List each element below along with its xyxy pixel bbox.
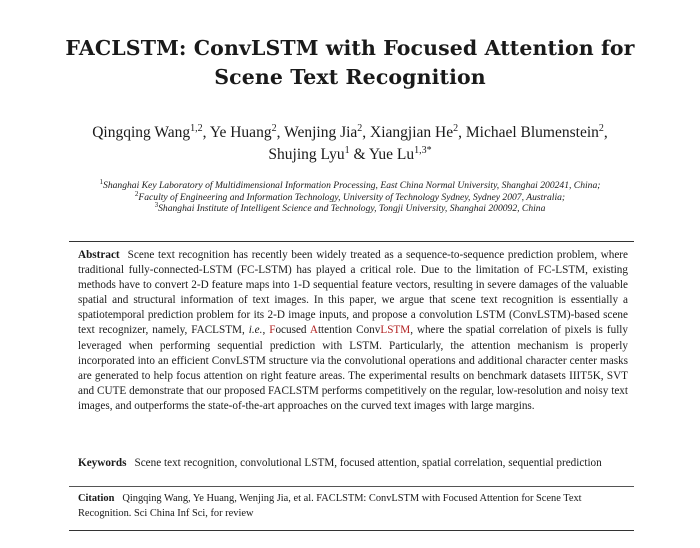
author: Yue $Lu^{1,3*}$ — [368, 144, 432, 163]
author: Xiangjian He$^2$ — [370, 122, 459, 141]
author: Michael Blumenstein$^2$ — [465, 122, 604, 141]
title-line-1: FACLSTM: ConvLSTM with Focused Attention for — [65, 36, 635, 60]
affiliations — [0, 177, 700, 215]
abstract-box — [69, 241, 634, 531]
affiliation-1: $^1$Shanghai Key Laboratory of Multidimensional Information Processing, East China Normal University, Shanghai 200241, China; — [99, 177, 601, 191]
abstract-label: Abstract — [78, 249, 120, 261]
affiliation-3: $^3$Shanghai Institute of Intelligent Science and Technology, Tongji University, Shanghai 200092, China — [154, 201, 546, 215]
author-line-1: Qingqing Wang$^{1,2}$, Ye Huang$^2$, Wenjing Jia$^2$, Xiangjian He$^2$, Michael Blumenstein$^2$, — [92, 122, 608, 141]
author-line-2: Shujing Lyu$^1$ & Yue $Lu^{1,3*}$ — [268, 144, 432, 163]
keywords — [78, 456, 628, 471]
citation — [78, 491, 628, 521]
author-list — [0, 122, 700, 166]
citation-label: Citation — [78, 493, 115, 504]
keywords-label: Keywords — [78, 457, 127, 469]
acronym-expansion: Focused Attention ConvLSTM — [269, 324, 411, 337]
abstract-text-2: , where the spatial correlation of pixels is fully leveraged when performing sequential prediction with LSTM. Particularly, the attention mechanism is properly incorporated into an efficient ConvLSTM structure via the convolutional operations and additional character center masks are generated to help focus attention on right feature areas. The experimental results on benchmark datasets IIIT5K, SVT and CUTE demonstrate that our proposed FACLSTM performs competitively on the regular, low-resolution and noisy text images, and outperforms the state-of-the-art approaches on the curved text images with large margins. — [78, 324, 629, 412]
abstract: Abstract Scene text recognition has recently been widely treated as a sequence-to-sequence prediction problem, where traditional fully-connected-LSTM (FC-LSTM) has played a critical role. Due to the limitation of FC-LSTM, existing methods have to convert 2-D feature maps into 1-D sequential feature vectors, resulting in severe damages of the valuable spatial and structural information of text images. In this paper, we argue that scene text recognition is essentially a spatiotemporal prediction problem for its 2-D image inputs, and propose a convolution LSTM (ConvLSTM)-based scene text recognizer, namely, FACLSTM, i.e., Focused Attention ConvLSTM, where the spatial correlation of pixels is fully leveraged when performing sequential prediction with LSTM. Particularly, the attention mechanism is properly incorporated into an efficient ConvLSTM structure via the convolutional operations and additional character center masks are generated to help focus attention on right feature areas. The experimental results on benchmark datasets IIIT5K, SVT and CUTE demonstrate that our proposed FACLSTM performs competitively on the regular, low-resolution and noisy text images, and outperforms the state-of-the-art approaches on the curved text images with large margins. — [78, 249, 629, 412]
abstract-ie: i.e. — [248, 324, 263, 337]
paper-title — [0, 34, 700, 92]
author: Wenjing Jia$^2$ — [284, 122, 363, 141]
title-line-2: Scene Text Recognition — [214, 65, 486, 89]
author: Ye Huang$^2$ — [209, 122, 277, 141]
author: Qingqing Wang$^{1,2}$ — [92, 122, 203, 141]
citation-text: Qingqing Wang, Ye Huang, Wenjing Jia, et al. FACLSTM: ConvLSTM with Focused Attention for Scene Text Recognition. Sci China Inf Sci, for review — [78, 493, 582, 519]
keywords-text: Scene text recognition, convolutional LSTM, focused attention, spatial correlation, sequential prediction — [134, 457, 602, 469]
divider — [69, 486, 634, 487]
affiliation-2: $^2$Faculty of Engineering and Information Technology, University of Technology Sydney, Sydney 2007, Australia; — [134, 189, 566, 203]
author: Shujing Lyu$^1$ — [268, 144, 350, 163]
abstract-text-1: Scene text recognition has recently been widely treated as a sequence-to-sequence prediction problem, where traditional fully-connected-LSTM (FC-LSTM) has played a critical role. Due to the limitation of FC-LSTM, existing methods have to convert 2-D feature maps into 1-D sequential feature vectors, resulting in severe damages of the valuable spatial and structural information of text images. In this paper, we argue that scene text recognition is essentially a spatiotemporal prediction problem for its 2-D image inputs, and propose a convolution LSTM (ConvLSTM)-based scene text recognizer, namely, FACLSTM, — [78, 249, 628, 337]
